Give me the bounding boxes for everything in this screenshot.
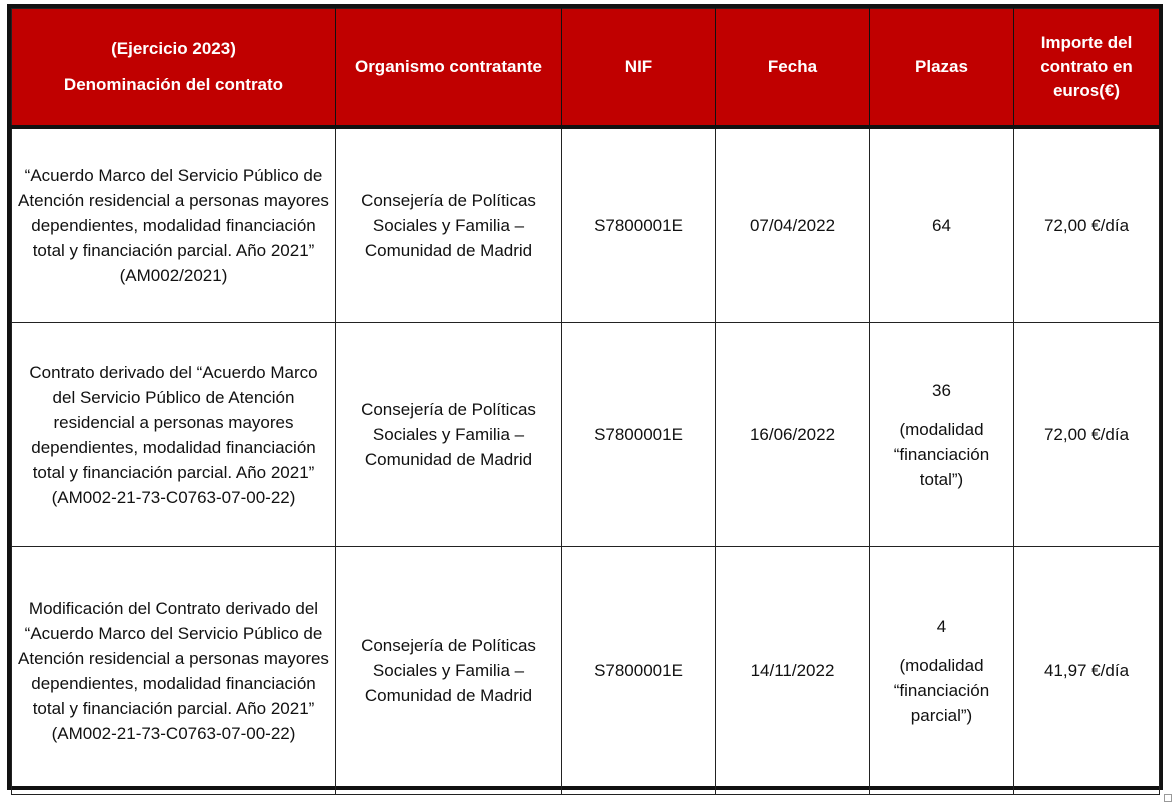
header-fecha: Fecha <box>716 9 870 127</box>
contracts-table-container <box>7 4 1163 790</box>
cell-organismo: Consejería de Políticas Sociales y Familia – Comunidad de Madrid <box>336 323 562 547</box>
cell-importe: 72,00 €/día <box>1014 127 1160 323</box>
plazas-note: (modalidad “financiación parcial”) <box>893 655 990 725</box>
table-row <box>12 127 1160 323</box>
cell-fecha: 07/04/2022 <box>716 127 870 323</box>
header-denominacion-label: Denominación del contrato <box>63 74 284 94</box>
cell-importe: 41,97 €/día <box>1014 547 1160 795</box>
plazas-note: (modalidad “financiación total”) <box>893 419 990 489</box>
cell-nif: S7800001E <box>562 127 716 323</box>
plazas-value: 36 <box>932 380 951 400</box>
cell-plazas <box>870 547 1014 795</box>
cell-organismo: Consejería de Políticas Sociales y Familia – Comunidad de Madrid <box>336 547 562 795</box>
table-header-row <box>12 9 1160 127</box>
cell-importe: 72,00 €/día <box>1014 323 1160 547</box>
contracts-table <box>11 8 1160 795</box>
resize-handle[interactable] <box>1164 794 1172 802</box>
header-nif: NIF <box>562 9 716 127</box>
table-row <box>12 323 1160 547</box>
plazas-value: 64 <box>932 215 951 235</box>
plazas-value: 4 <box>936 616 947 636</box>
cell-denominacion: Contrato derivado del “Acuerdo Marco del Servicio Público de Atención residencial a personas mayores dependientes, modalidad financiación total y financiación parcial. Año 2021” (AM002-21-73-C0763-07-00-22) <box>12 323 336 547</box>
header-ejercicio: (Ejercicio 2023) <box>111 38 236 58</box>
cell-denominacion: “Acuerdo Marco del Servicio Público de Atención residencial a personas mayores dependientes, modalidad financiación total y financiación parcial. Año 2021” (AM002/2021) <box>12 127 336 323</box>
cell-nif: S7800001E <box>562 547 716 795</box>
header-denominacion <box>12 9 336 127</box>
table-row <box>12 547 1160 795</box>
cell-denominacion: Modificación del Contrato derivado del “Acuerdo Marco del Servicio Público de Atención residencial a personas mayores dependientes, modalidad financiación total y financiación parcial. Año 2021” (AM002-21-73-C0763-07-00-22) <box>12 547 336 795</box>
header-importe: Importe del contrato en euros(€) <box>1014 9 1160 127</box>
cell-nif: S7800001E <box>562 323 716 547</box>
cell-organismo: Consejería de Políticas Sociales y Familia – Comunidad de Madrid <box>336 127 562 323</box>
header-organismo: Organismo contratante <box>336 9 562 127</box>
cell-fecha: 16/06/2022 <box>716 323 870 547</box>
cell-plazas <box>870 323 1014 547</box>
header-plazas: Plazas <box>870 9 1014 127</box>
cell-fecha: 14/11/2022 <box>716 547 870 795</box>
cell-plazas <box>870 127 1014 323</box>
